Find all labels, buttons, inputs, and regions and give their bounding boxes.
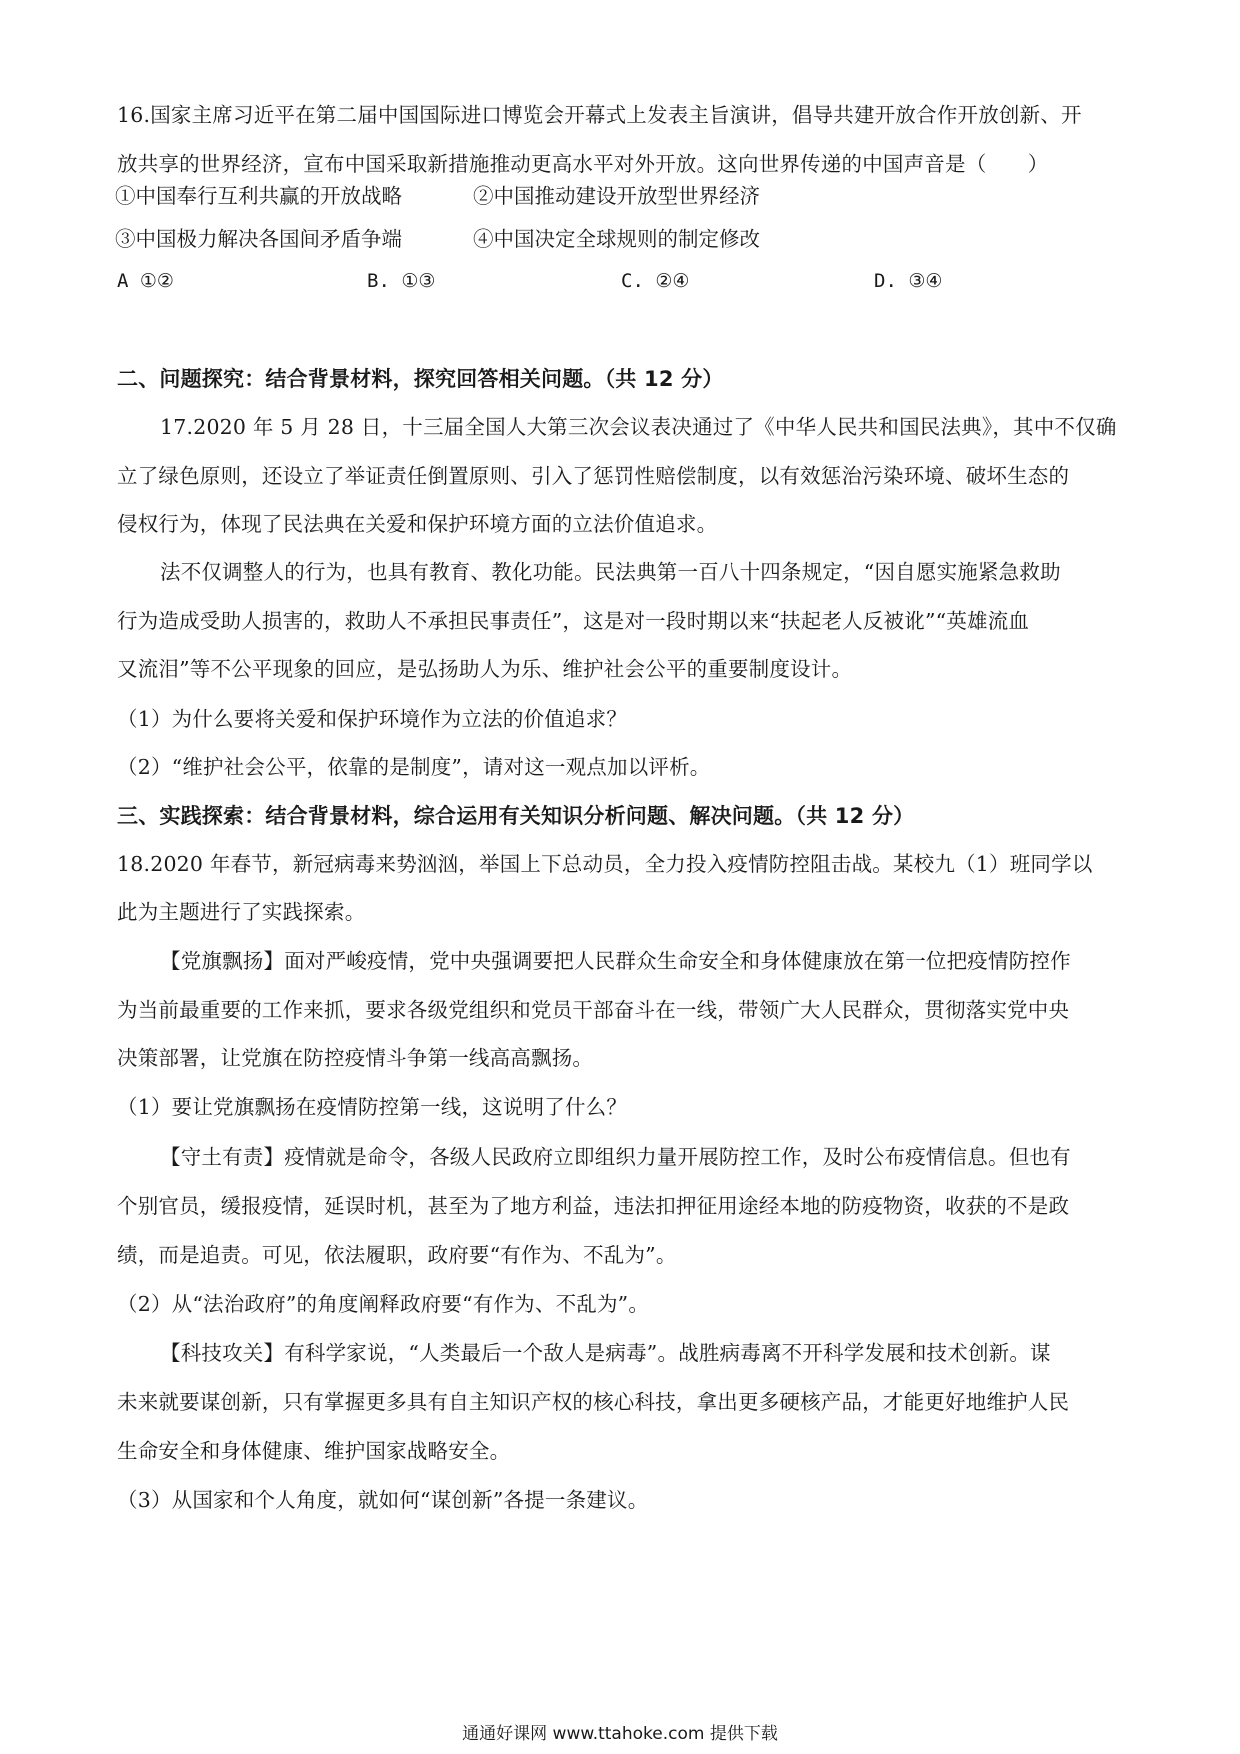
q18-party-line-2: 为当前最重要的工作来抓，要求各级党组织和党员干部奋斗在一线，带领广大人民群众，贯彻落实党中央 bbox=[117, 998, 1070, 1022]
q17-sub-question-2: （2）“维护社会公平，依靠的是制度”，请对这一观点加以评析。 bbox=[117, 755, 711, 779]
section-3-heading: 三、实践探索：结合背景材料，综合运用有关知识分析问题、解决问题。（共 12 分） bbox=[117, 804, 915, 828]
q16-statement-3: ③中国极力解决各国间矛盾争端 bbox=[115, 227, 402, 251]
q17-sub-question-1: （1）为什么要将关爱和保护环境作为立法的价值追求？ bbox=[117, 707, 628, 731]
q17-para1-line-2: 立了绿色原则，还设立了举证责任倒置原则、引入了惩罚性赔偿制度，以有效惩治污染环境、破坏生态的 bbox=[117, 464, 1070, 488]
q18-tech-line-2: 未来就要谋创新，只有掌握更多具有自主知识产权的核心科技，拿出更多硬核产品，才能更好地维护人民 bbox=[117, 1390, 1070, 1414]
q16-choice-c: C. ②④ bbox=[621, 270, 690, 292]
q18-tech-line-1: 【科技攻关】有科学家说，“人类最后一个敌人是病毒”。战胜病毒离不开科学发展和技术创新。谋 bbox=[160, 1341, 1051, 1365]
q18-party-line-1: 【党旗飘扬】面对严峻疫情，党中央强调要把人民群众生命安全和身体健康放在第一位把疫情防控作 bbox=[160, 949, 1071, 973]
q18-intro-line-2: 此为主题进行了实践探索。 bbox=[117, 900, 366, 924]
q16-statement-2: ②中国推动建设开放型世界经济 bbox=[473, 184, 760, 208]
q17-para1-line-1: 17.2020 年 5 月 28 日，十三届全国人大第三次会议表决通过了《中华人民共和国民法典》，其中不仅确 bbox=[160, 415, 1117, 439]
q18-tech-line-3: 生命安全和身体健康、维护国家战略安全。 bbox=[117, 1439, 511, 1463]
q18-sub-question-2: （2）从“法治政府”的角度阐释政府要“有作为、不乱为”。 bbox=[117, 1292, 650, 1316]
q18-party-line-3: 决策部署，让党旗在防控疫情斗争第一线高高飘扬。 bbox=[117, 1046, 594, 1070]
q17-para2-line-3: 又流泪”等不公平现象的回应，是弘扬助人为乐、维护社会公平的重要制度设计。 bbox=[117, 657, 853, 681]
q18-duty-line-3: 绩，而是追责。可见，依法履职，政府要“有作为、不乱为”。 bbox=[117, 1243, 677, 1267]
q16-statement-1: ①中国奉行互利共赢的开放战略 bbox=[115, 184, 402, 208]
q16-line-2: 放共享的世界经济，宣布中国采取新措施推动更高水平对外开放。这向世界传递的中国声音是（ ） bbox=[117, 152, 1049, 176]
q18-duty-line-1: 【守土有责】疫情就是命令，各级人民政府立即组织力量开展防控工作，及时公布疫情信息。但也有 bbox=[160, 1145, 1071, 1169]
q17-para2-line-2: 行为造成受助人损害的，救助人不承担民事责任”，这是对一段时期以来“扶起老人反被讹”“英雄流血 bbox=[117, 609, 1030, 633]
q17-para1-line-3: 侵权行为，体现了民法典在关爱和保护环境方面的立法价值追求。 bbox=[117, 512, 718, 536]
q16-choice-d: D. ③④ bbox=[874, 270, 943, 292]
q16-line-1: 16.国家主席习近平在第二届中国国际进口博览会开幕式上发表主旨演讲，倡导共建开放合作开放创新、开 bbox=[117, 103, 1082, 127]
page-footer: 通通好课网 www.ttahoke.com 提供下载 bbox=[462, 1724, 778, 1744]
q16-statement-4: ④中国决定全球规则的制定修改 bbox=[473, 227, 760, 251]
q16-choice-a: A ①② bbox=[117, 270, 174, 292]
section-2-heading: 二、问题探究：结合背景材料，探究回答相关问题。（共 12 分） bbox=[117, 367, 724, 391]
q18-intro-line-1: 18.2020 年春节，新冠病毒来势汹汹，举国上下总动员，全力投入疫情防控阻击战。某校九（1）班同学以 bbox=[117, 852, 1093, 876]
q18-sub-question-3: （3）从国家和个人角度，就如何“谋创新”各提一条建议。 bbox=[117, 1488, 649, 1512]
q18-sub-question-1: （1）要让党旗飘扬在疫情防控第一线，这说明了什么？ bbox=[117, 1095, 628, 1119]
q18-duty-line-2: 个别官员，缓报疫情，延误时机，甚至为了地方利益，违法扣押征用途经本地的防疫物资，收获的不是政 bbox=[117, 1194, 1070, 1218]
q16-choice-b: B. ①③ bbox=[367, 270, 436, 292]
q17-para2-line-1: 法不仅调整人的行为，也具有教育、教化功能。民法典第一百八十四条规定，“因自愿实施紧急救助 bbox=[160, 560, 1061, 584]
